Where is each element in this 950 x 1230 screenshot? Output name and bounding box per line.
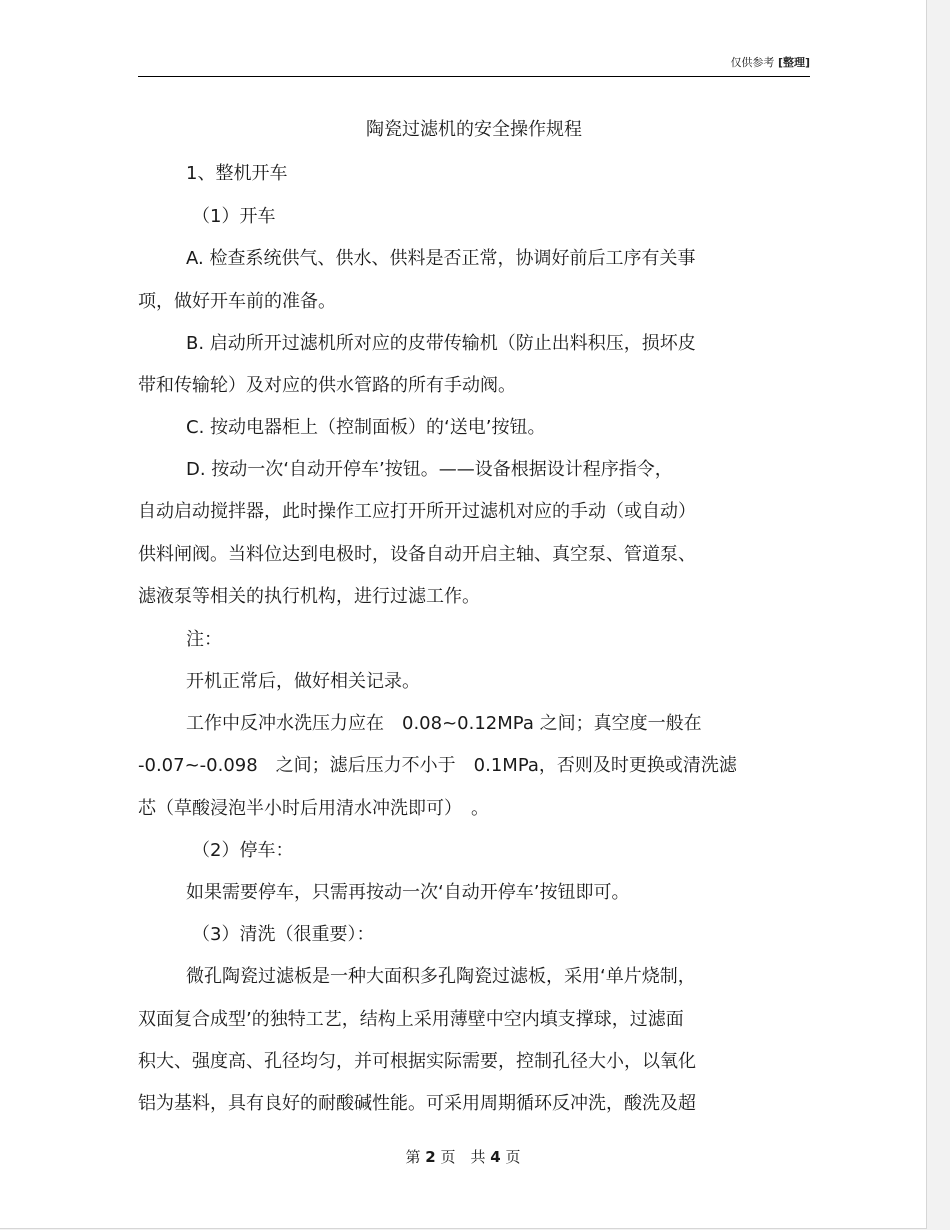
header-tag: [整理] — [777, 56, 810, 69]
paragraph-line: 自动启动搅拌器，此时操作工应打开所开过滤机对应的手动（或自动） — [138, 501, 696, 522]
page-header — [138, 54, 810, 77]
paragraph-line: 芯（草酸浸泡半小时后用清水冲洗即可） 。 — [138, 798, 489, 819]
paragraph-line: 滤液泵等相关的执行机构，进行过滤工作。 — [138, 586, 480, 607]
paragraph-line: 微孔陶瓷过滤板是一种大面积多孔陶瓷过滤板，采用‘单片烧制， — [186, 966, 696, 987]
section-heading: 1、整机开车 — [186, 163, 288, 184]
paragraph-line: 双面复合成型’的独特工艺，结构上采用薄壁中空内填支撑球，过滤面 — [138, 1009, 684, 1030]
paragraph-line: B. 启动所开过滤机所对应的皮带传输机（防止出料积压，损坏皮 — [186, 333, 696, 354]
current-page-number: 2 — [425, 1148, 436, 1166]
footer-mid: 页 共 — [440, 1148, 486, 1166]
page-footer — [0, 1146, 926, 1168]
total-page-count: 4 — [490, 1148, 501, 1166]
note-label: 注： — [186, 629, 222, 650]
paragraph-line: 开机正常后，做好相关记录。 — [186, 671, 420, 692]
paragraph-line: 铝为基料，具有良好的耐酸碱性能。可采用周期循环反冲洗，酸洗及超 — [138, 1093, 696, 1114]
header-note: 仅供参考 — [730, 56, 775, 69]
paragraph-line: C. 按动电器柜上（控制面板）的‘送电’按钮。 — [186, 417, 546, 438]
paragraph-line: A. 检查系统供气、供水、供料是否正常，协调好前后工序有关事 — [186, 248, 696, 269]
paragraph-line: 带和传输轮）及对应的供水管路的所有手动阀。 — [138, 375, 516, 396]
document-title: 陶瓷过滤机的安全操作规程 — [366, 119, 582, 140]
subsection-heading: （1）开车 — [192, 206, 276, 227]
subsection-heading: （2）停车： — [192, 840, 294, 861]
paragraph-line: 工作中反冲水洗压力应在 0.08~0.12MPa 之间；真空度一般在 — [186, 713, 702, 734]
paragraph-line: 供料闸阀。当料位达到电极时，设备自动开启主轴、真空泵、管道泵、 — [138, 544, 696, 565]
footer-pre: 第 — [405, 1148, 421, 1166]
paragraph-line: D. 按动一次‘自动开停车’按钮。——设备根据设计程序指令， — [186, 459, 673, 480]
subsection-heading: （3）清洗（很重要）： — [192, 924, 375, 945]
paragraph-line: 如果需要停车，只需再按动一次‘自动开停车’按钮即可。 — [186, 882, 630, 903]
paragraph-line: 积大、强度高、孔径均匀，并可根据实际需要，控制孔径大小，以氧化 — [138, 1051, 696, 1072]
paragraph-line: -0.07~-0.098 之间；滤后压力不小于 0.1MPa，否则及时更换或清洗滤 — [138, 755, 737, 776]
footer-post: 页 — [505, 1148, 521, 1166]
paragraph-line: 项，做好开车前的准备。 — [138, 291, 336, 312]
